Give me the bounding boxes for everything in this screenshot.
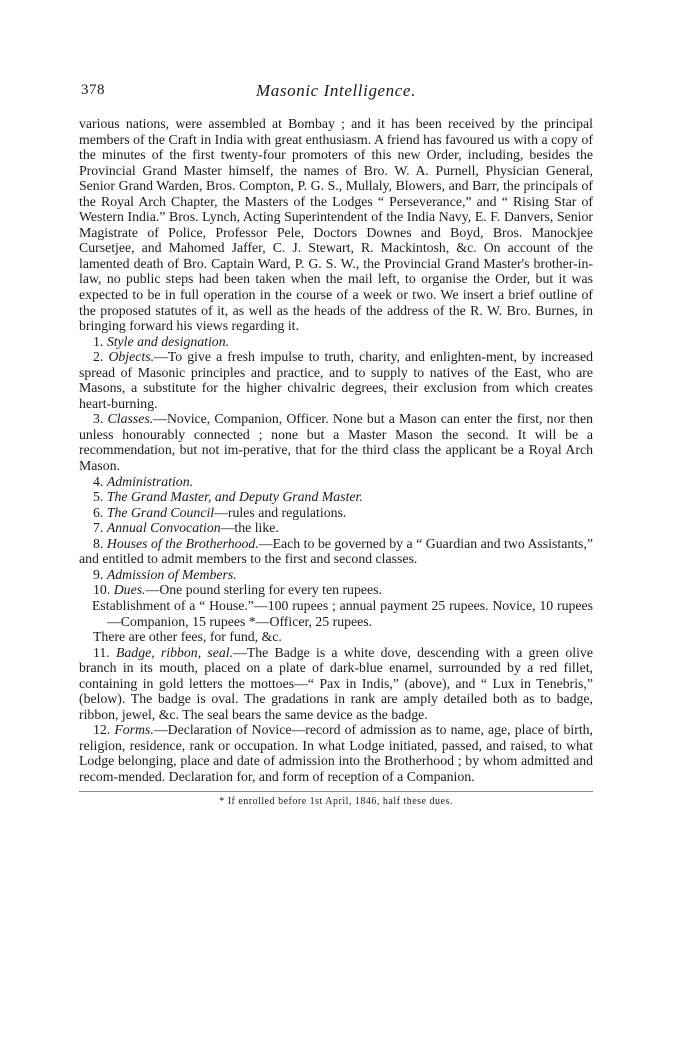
statute-title: Houses of the Brotherhood.: [106, 535, 259, 551]
intro-paragraph: various nations, were assembled at Bombay ; and it has been received by the principal members of the Craft in India with great enthusiasm. A friend has favoured us with a copy of the minutes of the first twenty-four promoters of this new Order, including, besides the Provincial Grand Master himself, the names of Bro. W. A. Purnell, Physician General, Senior Grand Warden, Bros. Compton, P. G. S., Mullaly, Blowers, and Barr, the principals of the Royal Arch Chapter, the Masters of the Lodges “ Perseverance,” and “ Rising Star of Western India.” Bros. Lynch, Acting Superintendent of the India Navy, E. F. Danvers, Senior Magistrate of Police, Professor Pele, Doctors Downes and Boyd, Bros. Manockjee Cursetjee, and Mahomed Jaffer, C. J. Stewart, R. Mackintosh, &c. On account of the lamented death of Bro. Captain Ward, P. G. S. W., the Provincial Grand Master's brother-in-law, no public steps had been taken when the mail left, to organise the Order, but it was expected to be in full operation in the course of a week or two. We insert a brief outline of the proposed statutes of it, as well as the heads of the address of the R. W. Bro. Burnes, in bringing forward his views regarding it.: [79, 116, 593, 334]
statute-number: 5.: [93, 489, 104, 505]
statute-number: 10.: [93, 582, 111, 598]
statute-number: 4.: [93, 473, 104, 489]
statute-item: [79, 505, 593, 521]
statute-title: Badge, ribbon, seal.: [115, 644, 234, 660]
statute-number: 6.: [93, 504, 104, 520]
statute-item: [79, 349, 593, 411]
page-number: 378: [81, 82, 105, 98]
statute-title: Forms.: [114, 722, 154, 738]
statute-item: [79, 489, 593, 505]
statute-title: The Grand Master, and Deputy Grand Master.: [106, 489, 363, 505]
statute-title: Dues.: [113, 582, 146, 598]
statute-item: [79, 722, 593, 784]
statute-number: 11.: [93, 644, 110, 660]
statute-number: 7.: [93, 520, 104, 536]
statute-title: Admission of Members.: [106, 566, 237, 582]
statute-title: Annual Convocation: [106, 520, 221, 536]
statute-text: —Declaration of Novice—record of admission as to name, age, place of birth, religion, residence, rank or occupation. In what Lodge initiated, passed, and raised, to what Lodge belonging, place and date of admission into the Brotherhood ; by whom admitted and recom-mended. Declaration for, and form of reception of a Companion.: [79, 722, 593, 784]
statute-title: Objects.: [108, 349, 155, 365]
running-title: Masonic Intelligence.: [256, 81, 416, 100]
statute-title: Style and designation.: [106, 333, 230, 349]
statute-item: [79, 520, 593, 536]
statute-number: 9.: [93, 566, 104, 582]
statute-item: [79, 582, 593, 598]
statute-item: [79, 334, 593, 350]
book-page: [79, 82, 593, 807]
article-body: [79, 116, 593, 785]
footnote-rule: [79, 791, 593, 792]
statute-item: [79, 567, 593, 583]
statute-number: 3.: [93, 411, 104, 427]
other-fees-note: There are other fees, for fund, &c.: [93, 629, 282, 645]
statute-number: 12.: [93, 722, 111, 738]
statute-title: Classes.: [107, 411, 154, 427]
statute-text: —Novice, Companion, Officer. None but a Mason can enter the first, nor then unless honourably connected ; none but a Master Mason the second. It will be a recommendation, but not im-perative, that for the third class the applicant be a Royal Arch Mason.: [79, 411, 593, 474]
statute-text: —To give a fresh impulse to truth, charity, and enlighten-ment, by increased spread of Masonic principles and practice, and to supply to natives of the East, who are Masons, a substitute for the higher chivalric degrees, their exclusion from which creates heart-burning.: [79, 349, 594, 411]
establishment-fees: Establishment of a “ House.”—100 rupees ; annual payment 25 rupees. Novice, 10 rupees—Companion, 15 rupees *—Officer, 25 rupees.: [92, 597, 593, 629]
statute-item: [79, 536, 593, 567]
statute-item: [79, 645, 593, 723]
statute-item: [79, 474, 593, 490]
statute-text: —the like.: [220, 520, 279, 536]
statute-text: —Each to be governed by a “ Guardian and two Assistants,” and entitled to admit members to the first and second classes.: [79, 535, 594, 567]
statute-text: —One pound sterling for every ten rupees.: [145, 582, 382, 598]
statute-title: The Grand Council: [106, 504, 215, 520]
statute-text: —The Badge is a white dove, descending with a green olive branch in its mouth, placed on a plate of dark-blue enamel, surrounded by a red fillet, containing in gold letters the mottoes—“ Pax in Indis,” (above), and “ Lux in Tenebris,” (below). The badge is oval. The gradations in rank are amply detailed both as to badge, ribbon, jewel, &c. The seal bears the same device as the badge.: [79, 644, 593, 722]
statute-number: 8.: [93, 535, 104, 551]
statute-title: Administration.: [106, 473, 194, 489]
statute-item: [79, 411, 593, 473]
statute-number: 2.: [93, 349, 104, 365]
page-header: [79, 82, 593, 106]
statute-number: 1.: [93, 333, 104, 349]
statute-text: —rules and regulations.: [214, 504, 347, 520]
footnote: * If enrolled before 1st April, 1846, half these dues.: [219, 795, 453, 807]
